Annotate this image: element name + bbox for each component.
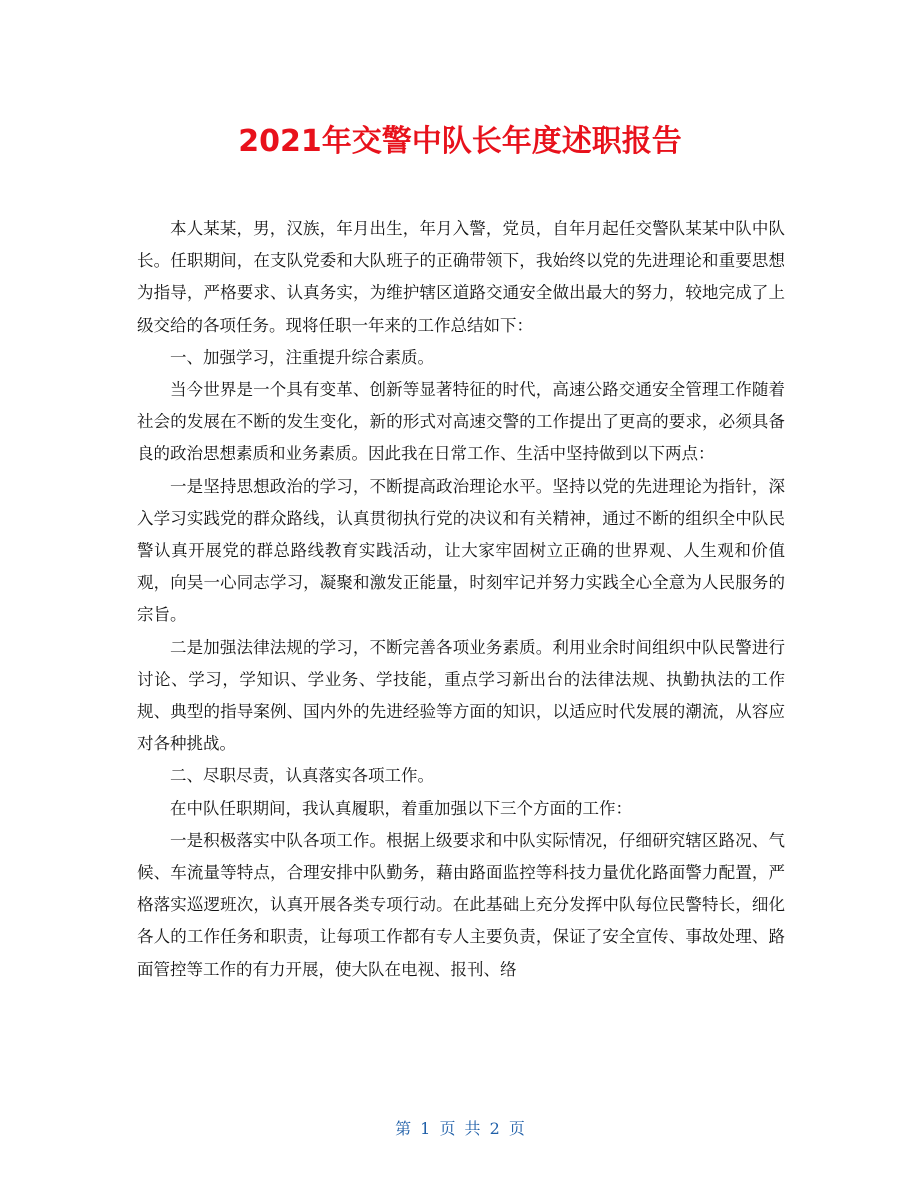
paragraph: 一是坚持思想政治的学习，不断提高政治理论水平。坚持以党的先进理论为指针，深入学习实践党的群众路线，认真贯彻执行党的决议和有关精神，通过不断的组织全中队民警认真开展党的群总路线教育实践活动，让大家牢固树立正确的世界观、人生观和价值观，向吴一心同志学习，凝聚和激发正能量，时刻牢记并努力实践全心全意为人民服务的宗旨。: [137, 476, 785, 625]
paragraph-intro: 本人某某，男，汉族，年月出生，年月入警，党员，自年月起任交警队某某中队中队长。任职期间，在支队党委和大队班子的正确带领下，我始终以党的先进理论和重要思想为指导，严格要求、认真务实，为维护辖区道路交通安全做出最大的努力，较地完成了上级交给的各项任务。现将任职一年来的工作总结如下：: [137, 219, 785, 335]
paragraph: 在中队任职期间，我认真履职，着重加强以下三个方面的工作：: [170, 798, 632, 818]
document-title: 2021年交警中队长年度述职报告: [238, 124, 682, 159]
section-heading-1: 一、加强学习，注重提升综合素质。: [170, 347, 434, 367]
paragraph: 二是加强法律法规的学习，不断完善各项业务素质。利用业余时间组织中队民警进行讨论、学习，学知识、学业务、学技能，重点学习新出台的法律法规、执勤执法的工作规、典型的指导案例、国内外的先进经验等方面的知识，以适应时代发展的潮流，从容应对各种挑战。: [137, 637, 785, 754]
document-body: [137, 213, 785, 986]
page-number-footer: 第 1 页 共 2 页: [395, 1119, 525, 1138]
paragraph: 一是积极落实中队各项工作。根据上级要求和中队实际情况，仔细研究辖区路况、气候、车流量等特点，合理安排中队勤务，藉由路面监控等科技力量优化路面警力配置，严格落实巡逻班次，认真开展各类专项行动。在此基础上充分发挥中队每位民警特长，细化各人的工作任务和职责，让每项工作都有专人主要负责，保证了安全宣传、事故处理、路面管控等工作的有力开展，使大队在电视、报刊、络: [137, 830, 785, 979]
paragraph: 当今世界是一个具有变革、创新等显著特征的时代，高速公路交通安全管理工作随着社会的发展在不断的发生变化，新的形式对高速交警的工作提出了更高的要求，必须具备良的政治思想素质和业务素质。因此我在日常工作、生活中坚持做到以下两点：: [137, 380, 785, 464]
section-heading-2: 二、尽职尽责，认真落实各项工作。: [170, 766, 434, 786]
